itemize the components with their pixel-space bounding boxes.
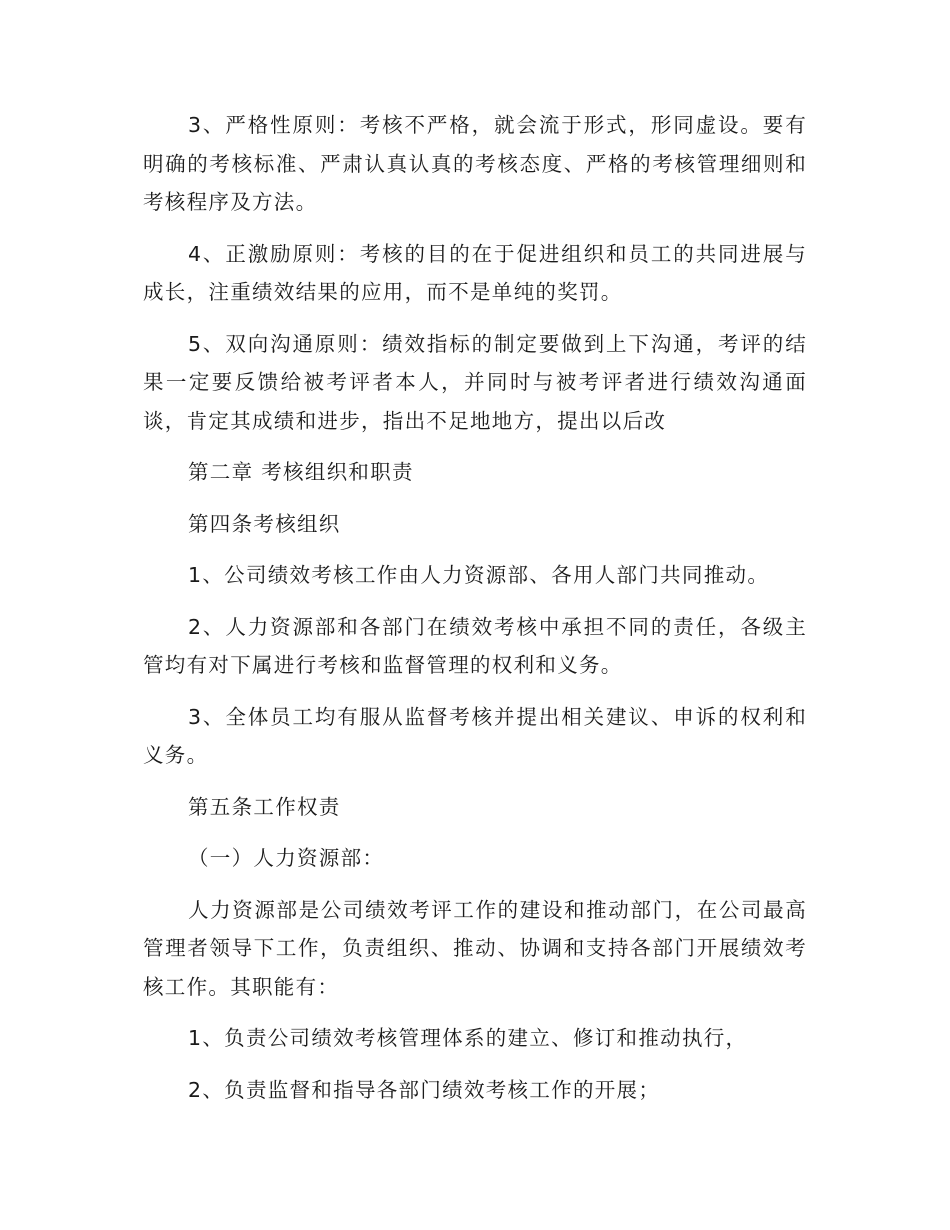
paragraph-item-1: 1、公司绩效考核工作由人力资源部、各用人部门共同推动。: [188, 563, 770, 587]
paragraph-hr-duty-2: 2、负责监督和指导各部门绩效考核工作的开展；: [188, 1077, 661, 1102]
section-heading-hr-department: （一）人力资源部：: [188, 846, 385, 870]
paragraph-hr-duty-1: 1、负责公司绩效考核管理体系的建立、修订和推动执行，: [188, 1026, 748, 1050]
chapter-heading: 第二章 考核组织和职责: [188, 460, 414, 484]
paragraph-hr-description: 人力资源部是公司绩效考评工作的建设和推动部门，在公司最高管理者领导下工作，负责组织、推动、协调和支持各部门开展绩效考核工作。其职能有：: [143, 897, 807, 999]
article-heading-responsibilities: 第五条工作权责: [188, 794, 341, 819]
document-body: [143, 106, 807, 1122]
paragraph-positive-incentive-principle: 4、正激励原则：考核的目的在于促进组织和员工的共同进展与成长，注重绩效结果的应用，而不是单纯的奖罚。: [143, 241, 807, 304]
paragraph-item-3: 3、全体员工均有服从监督考核并提出相关建议、申诉的权利和义务。: [143, 704, 807, 767]
article-heading-assessment-organization: 第四条考核组织: [188, 511, 341, 536]
paragraph-two-way-communication-principle: 5、双向沟通原则：绩效指标的制定要做到上下沟通，考评的结果一定要反馈给被考评者本人，并同时与被考评者进行绩效沟通面谈，肯定其成绩和进步，指出不足地地方，提出以后改: [143, 331, 807, 433]
paragraph-item-2: 2、人力资源部和各部门在绩效考核中承担不同的责任，各级主管均有对下属进行考核和监督管理的权利和义务。: [143, 614, 807, 677]
paragraph-strictness-principle: 3、严格性原则：考核不严格，就会流于形式，形同虚设。要有明确的考核标准、严肃认真认真的考核态度、严格的考核管理细则和考核程序及方法。: [143, 113, 807, 214]
